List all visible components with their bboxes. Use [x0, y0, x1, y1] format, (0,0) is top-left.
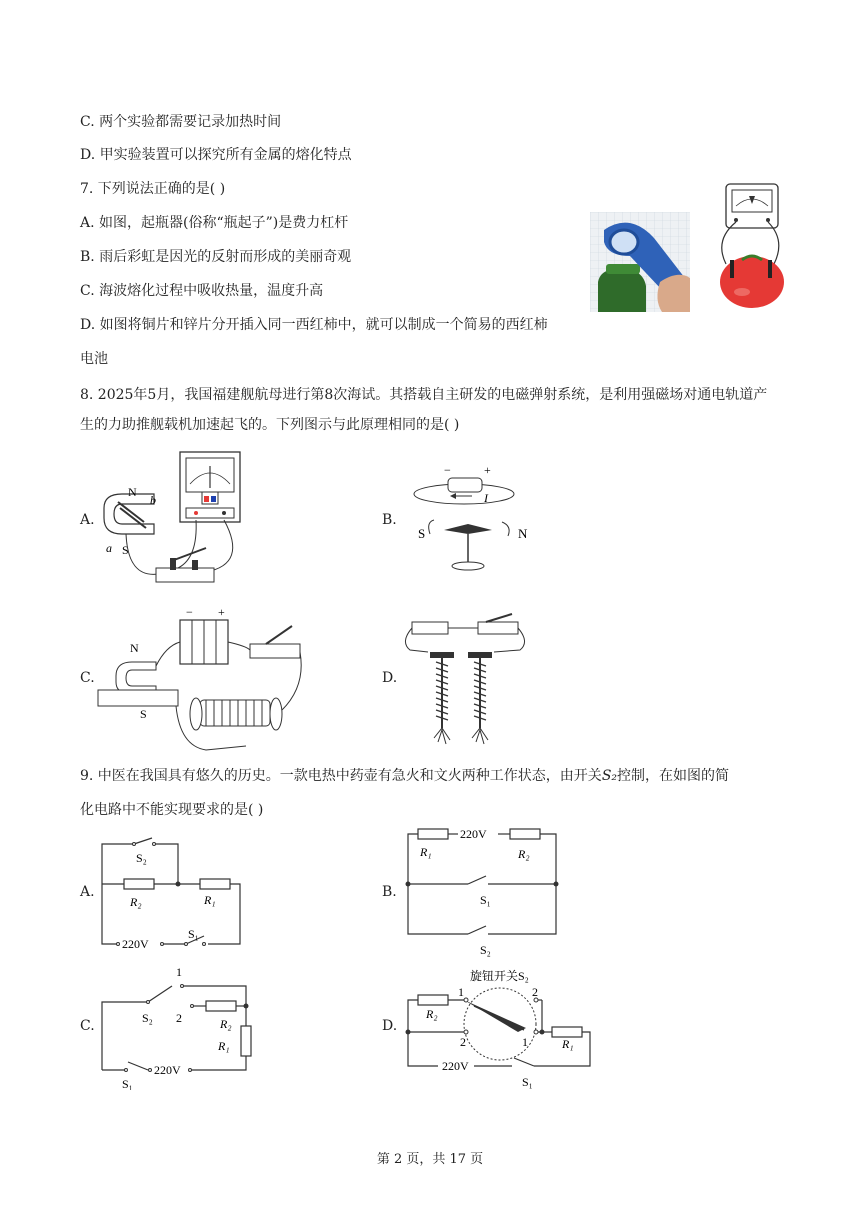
circuit-b-s1: S₁ [480, 893, 491, 907]
circuit-c-s1: S₁ [122, 1077, 133, 1090]
circuit-b-220v: 220V [460, 827, 487, 841]
fig-a-n: N [128, 485, 137, 499]
circuit-a-s2: S₂ [136, 851, 147, 865]
fig-c-minus: − [186, 606, 193, 619]
circuit-a-r1: R₁ [204, 893, 216, 907]
circuit-d-one-right: 1 [522, 1035, 528, 1049]
circuit-c-two: 2 [176, 1011, 182, 1025]
q7-option-c: C. 海波熔化过程中吸收热量，温度升高 [80, 283, 324, 299]
page-footer: 第 2 页，共 17 页 [376, 1152, 484, 1167]
bottle-opener-photo [590, 212, 690, 312]
q6-option-d: D. 甲实验装置可以探究所有金属的熔化特点 [80, 147, 352, 163]
q9-circuit-a [96, 836, 246, 952]
q9-label-c: C. [80, 1018, 95, 1034]
circuit-d-two-right: 2 [532, 985, 538, 999]
circuit-a-r2: R₂ [130, 895, 142, 909]
q8-label-b: B. [382, 512, 397, 528]
q9-circuit-c [96, 964, 266, 1090]
q9-stem-cont: 化电路中不能实现要求的是( ) [80, 802, 264, 818]
circuit-d-one-left: 1 [458, 985, 464, 999]
q8-figure-d [404, 612, 528, 748]
circuit-c-r2: R₂ [220, 1017, 232, 1031]
q7-option-d-cont: 电池 [80, 351, 108, 367]
q9-circuit-b [400, 824, 560, 958]
q9-stem: 9. 中医在我国具有悠久的历史。一款电热中药壶有急火和文火两种工作状态，由开关S₂控制，在如图的简 [80, 768, 730, 784]
q7-option-b: B. 雨后彩虹是因光的反射而形成的美丽奇观 [80, 249, 352, 265]
circuit-a-s1: S₁ [188, 927, 199, 941]
fig-b-current: I [484, 491, 488, 505]
q9-circuit-d [400, 962, 596, 1090]
fig-a-s: S [122, 543, 129, 557]
circuit-c-r1: R₁ [218, 1039, 230, 1053]
circuit-b-r2: R₂ [518, 847, 530, 861]
fig-a-b: b [150, 493, 156, 507]
q8-figure-c [96, 606, 306, 754]
tomato-battery-figure [712, 180, 786, 310]
fig-c-s: S [140, 707, 147, 721]
fig-a-a: a [106, 541, 112, 555]
q7-stem: 7. 下列说法正确的是( ) [80, 181, 226, 197]
q9-label-b: B. [382, 884, 397, 900]
circuit-d-two-left: 2 [460, 1035, 466, 1049]
q7-option-a: A. 如图，起瓶器(俗称“瓶起子”)是费力杠杆 [80, 215, 349, 231]
circuit-c-one: 1 [176, 965, 182, 979]
circuit-b-r1: R₁ [420, 845, 432, 859]
q9-label-d: D. [382, 1018, 398, 1034]
fig-b-plus: + [484, 463, 491, 477]
fig-b-s: S [418, 526, 426, 541]
q6-option-c: C. 两个实验都需要记录加热时间 [80, 114, 282, 130]
q7-option-d: D. 如图将铜片和锌片分开插入同一西红柿中，就可以制成一个简易的西红柿 [80, 317, 548, 333]
circuit-c-s2: S₂ [142, 1011, 153, 1025]
q9-label-a: A. [80, 884, 95, 900]
q8-stem: 8. 2025年5月，我国福建舰航母进行第8次海试。其搭载自主研发的电磁弹射系统，是利用强磁场对通电轨道产生的力助推舰载机加速起飞的。下列图示与此原理相同的是( ) [80, 387, 768, 433]
fig-c-plus: + [218, 606, 225, 619]
fig-b-minus: − [444, 463, 451, 477]
circuit-d-220v: 220V [442, 1059, 469, 1073]
circuit-a-220v: 220V [122, 937, 149, 951]
circuit-c-220v: 220V [154, 1063, 181, 1077]
q8-label-c: C. [80, 670, 95, 686]
q8-label-a: A. [80, 512, 95, 528]
circuit-d-s1: S₁ [522, 1075, 533, 1089]
q8-figure-a [98, 448, 248, 588]
q8-figure-b [412, 462, 542, 574]
circuit-d-r2: R₂ [426, 1007, 438, 1021]
fig-c-n: N [130, 641, 139, 655]
circuit-d-r1: R₁ [562, 1037, 574, 1051]
fig-b-n: N [518, 526, 528, 541]
q8-label-d: D. [382, 670, 398, 686]
circuit-d-knob: 旋钮开关S₂ [470, 969, 529, 983]
circuit-b-s2: S₂ [480, 943, 491, 957]
